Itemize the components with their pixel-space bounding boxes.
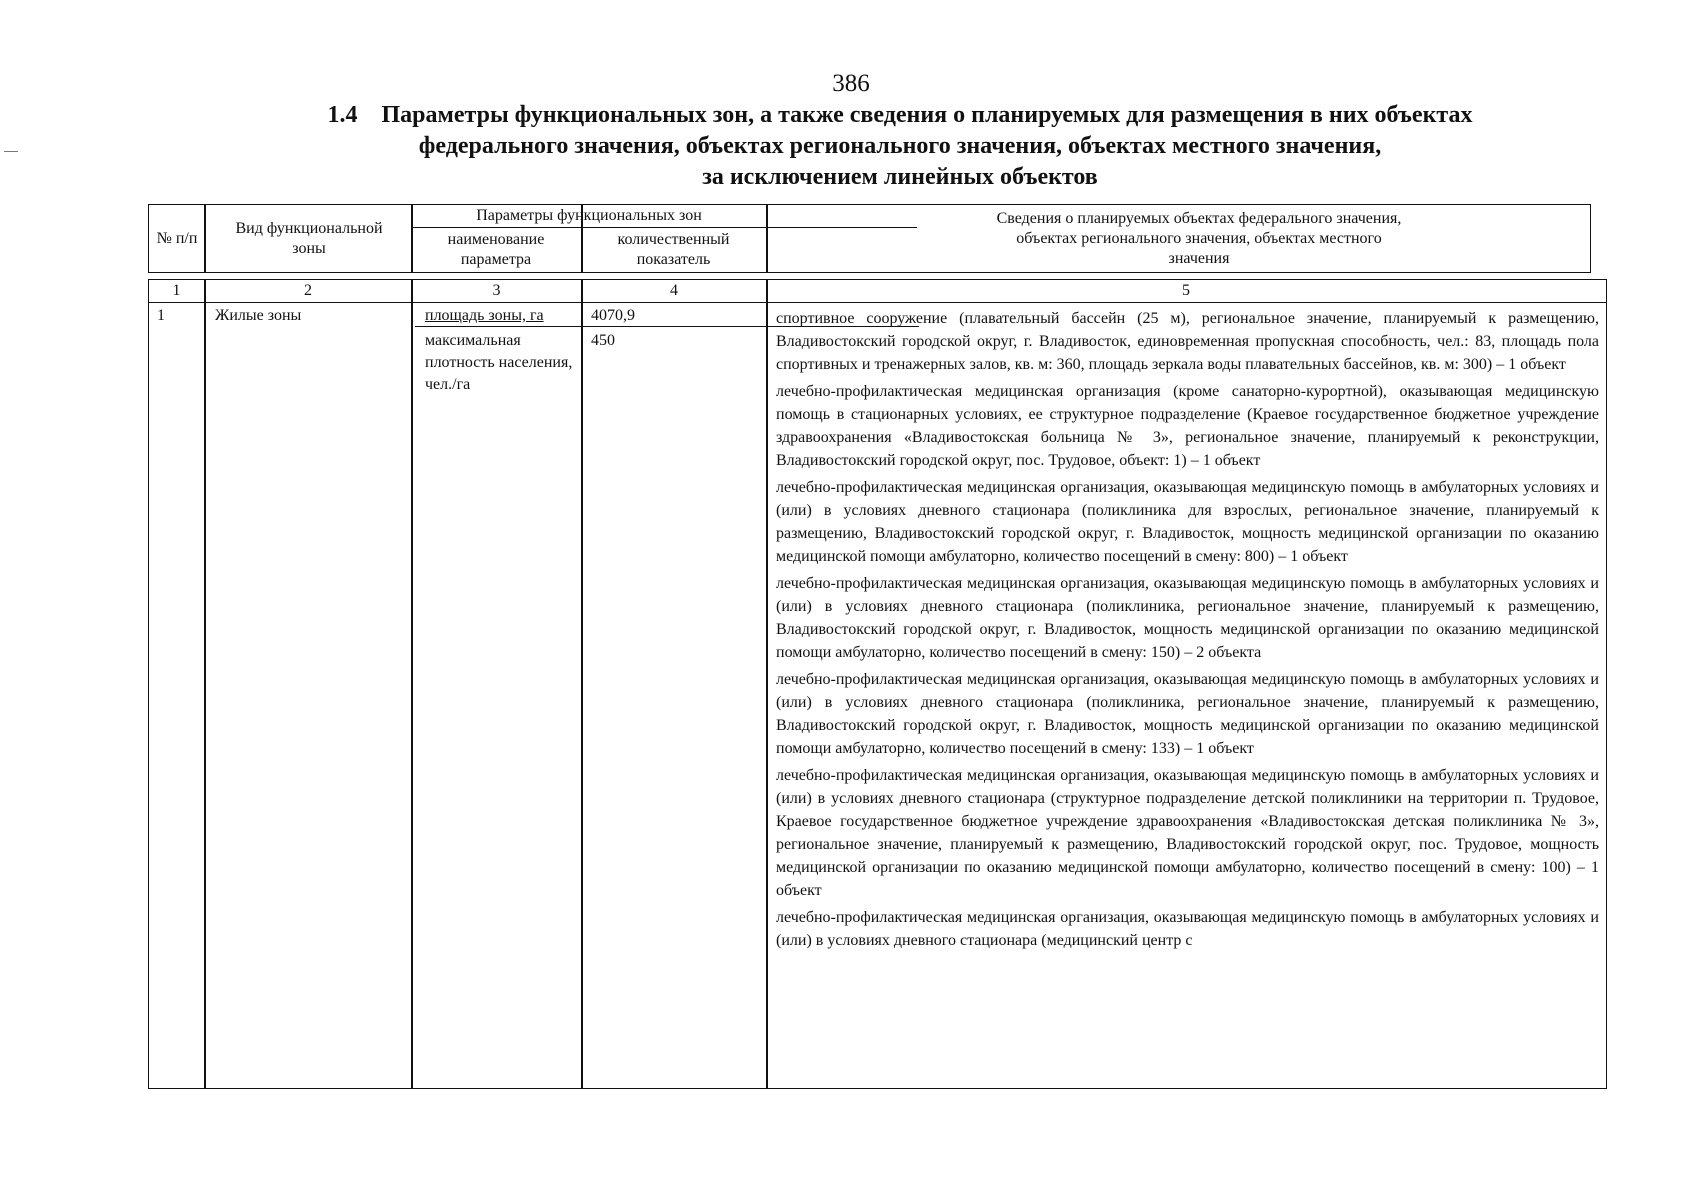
column-numbers-row	[148, 279, 1607, 303]
planned-objects-list	[776, 307, 1599, 952]
planned-object-item: лечебно-профилактическая медицинская организация, оказывающая медицинскую помощь в амбулаторных условиях и (или) в условиях дневного стационара (поликлиника, региональное значение, планируемый к размещению, Владивостокский городской округ, г. Владивосток, мощность медицинской организации по оказанию медицинской помощи амбулаторно, количество посещений в смену: 150) – 2 объекта	[776, 575, 1599, 661]
planned-object-item: лечебно-профилактическая медицинская организация, оказывающая медицинскую помощь в амбулаторных условиях и (или) в условиях дневного стационара (медицинский центр с	[776, 909, 1599, 949]
page-number: 386	[832, 70, 870, 97]
planned-object-item: лечебно-профилактическая медицинская организация, оказывающая медицинскую помощь в амбулаторных условиях и (или) в условиях дневного стационара (поликлиника, региональное значение, планируемый к размещению, Владивостокский городской округ, г. Владивосток, мощность медицинской организации по оказанию медицинской помощи амбулаторно, количество посещений в смену: 133) – 1 объект	[776, 671, 1599, 757]
planned-object-item: лечебно-профилактическая медицинская организация, оказывающая медицинскую помощь в амбулаторных условиях и (или) в условиях дневного стационара (поликлиника для взрослых, региональное значение, планируемый к размещению, Владивостокский городской округ, г. Владивосток, мощность медицинской организации по оказанию медицинской помощи амбулаторно, количество посещений в смену: 800) – 1 объект	[776, 479, 1599, 565]
row-number: 1	[157, 307, 165, 324]
header-num: № п/п	[156, 230, 198, 247]
title-line-1: 1.4 Параметры функциональных зон, а также сведения о планируемых для размещения в них объектах	[327, 102, 1473, 128]
param-name: площадь зоны, га	[425, 307, 544, 324]
section-title	[200, 100, 1600, 193]
column-number: 1	[172, 282, 181, 299]
column-number: 3	[492, 282, 501, 299]
planned-object-item: спортивное сооружение (плавательный бассейн (25 м), региональное значение, планируемый к размещению, Владивостокский городской округ, г. Владивосток, единовременная пропускная способность, чел.: 83, площадь пола спортивных и тренажерных залов, кв. м: 360, площадь зеркала воды плавательных бассейнов, кв. м: 300) – 1 объект	[776, 310, 1599, 373]
margin-mark	[4, 151, 18, 152]
column-number: 4	[670, 282, 678, 299]
planned-object-item: лечебно-профилактическая медицинская организация (кроме санаторно-курортной), оказывающая медицинскую помощь в стационарных условиях, ее структурное подразделение (Краевое государственное бюджетное учреждение здравоохранения «Владивостокская больница № 3», региональное значение, планируемый к реконструкции, Владивостокский городской округ, пос. Трудовое, объект: 1) – 1 объект	[776, 383, 1599, 469]
title-line-3: за исключением линейных объектов	[702, 164, 1098, 190]
title-line-2: федерального значения, объектах регионального значения, объектах местного значения,	[418, 133, 1382, 159]
header-zone-type: Вид функциональной зоны	[235, 220, 383, 257]
header-params-group: Параметры функциональных зон	[476, 207, 702, 224]
column-divider	[411, 302, 413, 1088]
header-divider	[766, 205, 768, 272]
header-objects: Сведения о планируемых объектах федерального значения, объектах регионального значения, объектах местного значения	[996, 210, 1402, 267]
param-name: максимальная плотность населения, чел./га	[425, 332, 573, 393]
section-number: 1.4	[327, 102, 358, 128]
header-param-name: наименование параметра	[447, 231, 545, 268]
column-number: 5	[1182, 282, 1190, 299]
param-value: 4070,9	[591, 307, 635, 324]
column-divider	[766, 302, 768, 1088]
header-param-value: количественный показатель	[617, 231, 730, 268]
table-row	[148, 302, 1607, 1089]
param-value: 450	[591, 332, 615, 349]
planned-object-item: лечебно-профилактическая медицинская организация, оказывающая медицинскую помощь в амбулаторных условиях и (или) в условиях дневного стационара (структурное подразделение детской поликлиники на территории п. Трудовое, Краевое государственное бюджетное учреждение здравоохранения «Владивостокская детская поликлиника № 3», региональное значение, планируемый к размещению, Владивостокский городской округ, пос. Трудовое, мощность медицинской организации по оказанию медицинской помощи амбулаторно, количество посещений в смену: 100) – 1 объект	[776, 767, 1599, 899]
table-header	[148, 204, 1591, 273]
header-divider	[204, 205, 206, 272]
column-divider	[204, 302, 206, 1088]
column-number: 2	[304, 282, 312, 299]
zone-name: Жилые зоны	[215, 307, 302, 324]
column-divider	[581, 302, 583, 1088]
